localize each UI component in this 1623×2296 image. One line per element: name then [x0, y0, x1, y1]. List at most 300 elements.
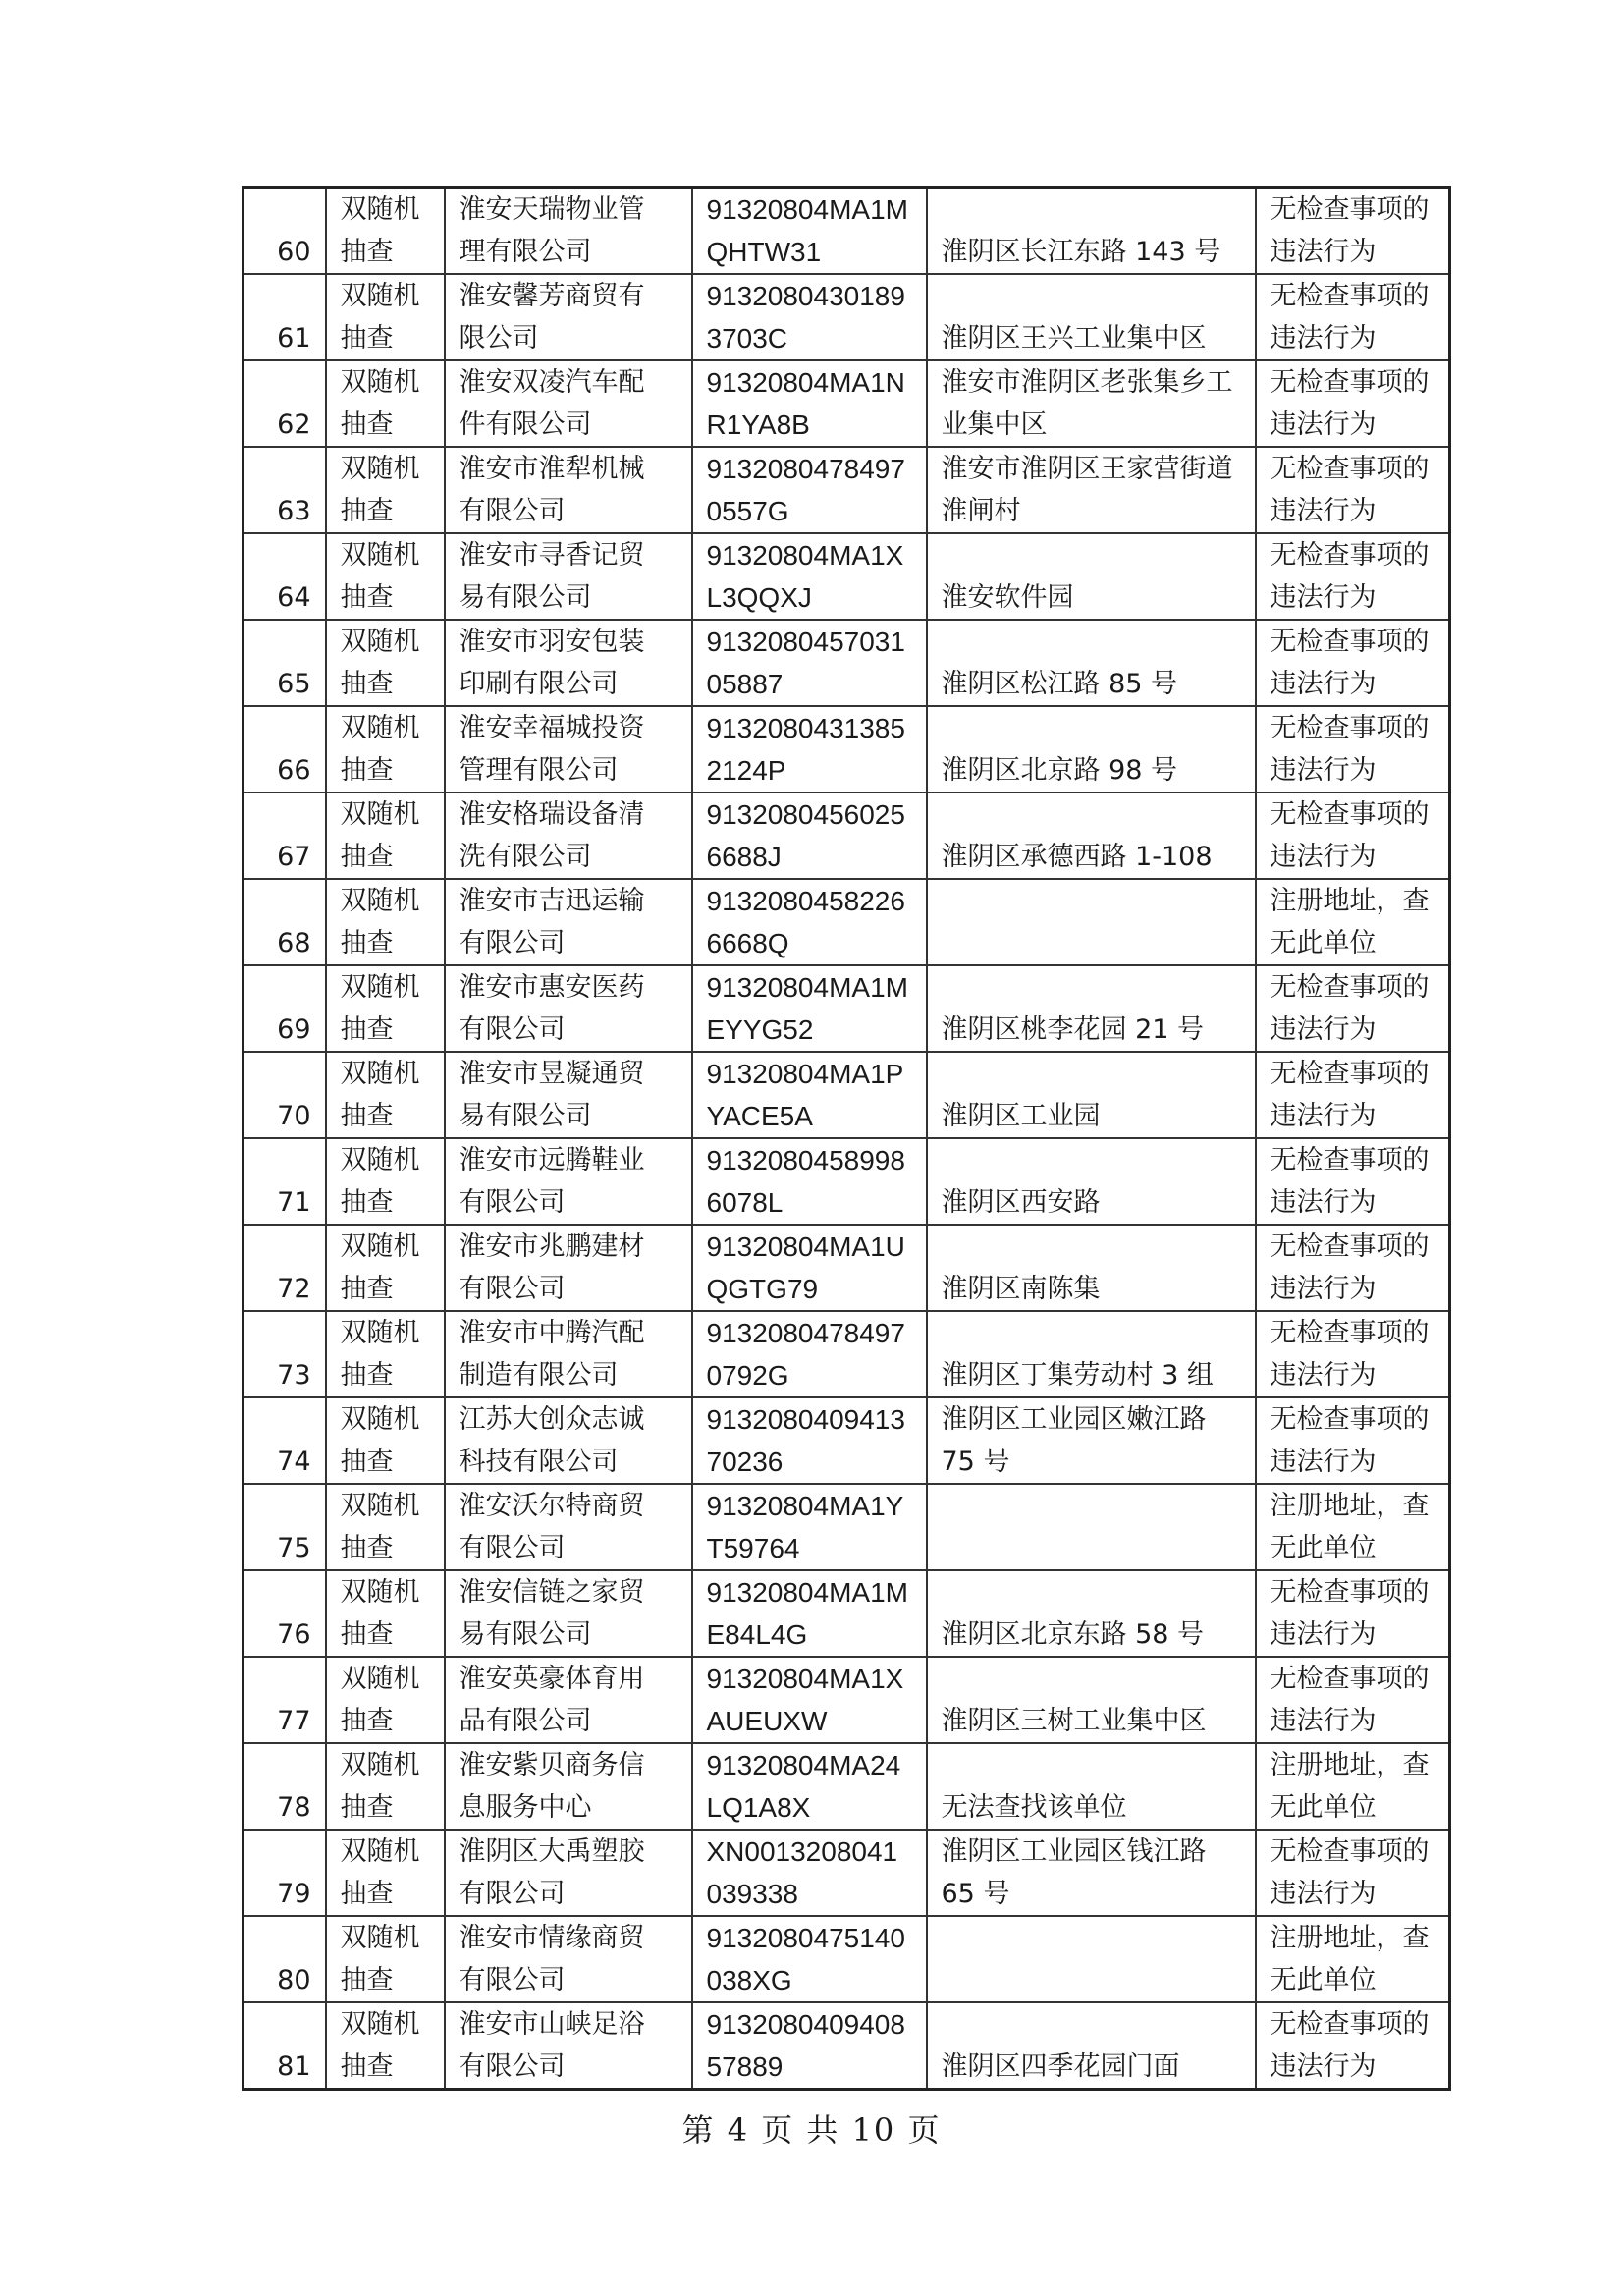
check-type-line: 抽查: [340, 1187, 394, 1218]
check-type-line: 双随机: [340, 1059, 420, 1089]
row-number-cell: 62: [243, 360, 326, 447]
company-name-line: 制造有限公司: [459, 1360, 619, 1391]
credit-code-cell: [692, 1397, 927, 1484]
credit-code-line: 9132080431385: [706, 713, 905, 743]
company-name-line: 淮安市寻香记贸: [459, 540, 645, 571]
company-name-cell: [445, 447, 692, 533]
company-name-cell: [445, 1225, 692, 1311]
address-cell: [927, 620, 1256, 706]
company-name-line: 品有限公司: [459, 1706, 592, 1736]
address-cell: [927, 447, 1256, 533]
address-line: 淮阴区桃李花园 21 号: [941, 1014, 1205, 1045]
result-line: 无检查事项的: [1270, 627, 1430, 657]
check-type-line: 双随机: [340, 713, 420, 743]
check-type-line: 抽查: [340, 496, 394, 526]
address-cell: [927, 1743, 1256, 1830]
credit-code-line: 9132080457031: [706, 627, 905, 657]
result-line: 注册地址，查: [1270, 1491, 1430, 1521]
table-row: [243, 1830, 1450, 1916]
address-line: [942, 1917, 1255, 1959]
row-number-cell: 68: [243, 879, 326, 965]
address-line: 淮阴区工业园区嫩江路: [941, 1404, 1207, 1435]
address-line: 淮阴区承德西路 1-108: [941, 842, 1213, 872]
company-name-cell: [445, 533, 692, 620]
check-type-cell: [326, 1916, 445, 2002]
credit-code-line: EYYG52: [706, 1014, 814, 1045]
credit-code-cell: [692, 188, 927, 275]
address-line: 淮闸村: [941, 496, 1021, 526]
address-cell: [927, 1916, 1256, 2002]
row-number-cell: 74: [243, 1397, 326, 1484]
address-line: 75 号: [941, 1447, 1010, 1477]
check-type-cell: [326, 1225, 445, 1311]
address-line: 淮阴区四季花园门面: [941, 2051, 1180, 2082]
credit-code-cell: [692, 360, 927, 447]
result-line: 违法行为: [1270, 496, 1377, 526]
table-row: [243, 188, 1450, 275]
company-name-line: 有限公司: [459, 1533, 566, 1563]
address-line: [942, 880, 1255, 922]
result-line: 违法行为: [1270, 323, 1377, 354]
credit-code-line: 70236: [706, 1447, 784, 1477]
company-name-line: 限公司: [459, 323, 539, 354]
credit-code-line: 91320804MA1M: [706, 972, 908, 1003]
row-number-cell: 81: [243, 2002, 326, 2090]
result-cell: [1256, 188, 1450, 275]
credit-code-line: 038XG: [706, 1965, 792, 1995]
credit-code-line: T59764: [706, 1533, 800, 1563]
result-line: 无检查事项的: [1270, 1577, 1430, 1608]
row-number-cell: 75: [243, 1484, 326, 1570]
company-name-line: 印刷有限公司: [459, 669, 619, 699]
company-name-line: 有限公司: [459, 1879, 566, 1909]
result-cell: [1256, 1484, 1450, 1570]
credit-code-line: 9132080478497: [706, 1318, 905, 1348]
address-cell: [927, 2002, 1256, 2090]
table-row: [243, 1311, 1450, 1397]
credit-code-line: 91320804MA1P: [706, 1059, 904, 1089]
check-type-line: 抽查: [340, 1360, 394, 1391]
check-type-cell: [326, 793, 445, 879]
company-name-line: 易有限公司: [459, 1619, 592, 1650]
credit-code-line: 57889: [706, 2051, 784, 2082]
row-number-cell: 79: [243, 1830, 326, 1916]
credit-code-line: QHTW31: [706, 237, 822, 267]
result-line: 无检查事项的: [1270, 281, 1430, 311]
result-cell: [1256, 1743, 1450, 1830]
company-name-line: 有限公司: [459, 1014, 566, 1045]
table-row: [243, 274, 1450, 360]
check-type-cell: [326, 1830, 445, 1916]
company-name-cell: [445, 620, 692, 706]
row-number-cell: 63: [243, 447, 326, 533]
address-line: 淮阴区北京路 98 号: [941, 755, 1178, 786]
result-line: 无检查事项的: [1270, 972, 1430, 1003]
check-type-line: 双随机: [340, 1404, 420, 1435]
check-type-cell: [326, 447, 445, 533]
check-type-line: 抽查: [340, 1619, 394, 1650]
address-line: [942, 621, 1255, 663]
company-name-cell: [445, 274, 692, 360]
table-body: [243, 188, 1450, 2090]
table-row: [243, 706, 1450, 793]
result-cell: [1256, 274, 1450, 360]
company-name-cell: [445, 1570, 692, 1657]
company-name-cell: [445, 879, 692, 965]
company-name-line: 淮安市中腾汽配: [459, 1318, 645, 1348]
credit-code-cell: [692, 274, 927, 360]
check-type-cell: [326, 2002, 445, 2090]
result-line: 无此单位: [1270, 1965, 1377, 1995]
table-row: [243, 879, 1450, 965]
credit-code-line: 91320804MA1U: [706, 1231, 905, 1262]
check-type-line: 抽查: [340, 1447, 394, 1477]
company-name-line: 淮安市远腾鞋业: [459, 1145, 645, 1175]
result-line: 违法行为: [1270, 1360, 1377, 1391]
result-line: 违法行为: [1270, 1274, 1377, 1304]
row-number-cell: 64: [243, 533, 326, 620]
address-cell: [927, 1225, 1256, 1311]
table-row: [243, 1743, 1450, 1830]
result-line: 违法行为: [1270, 755, 1377, 786]
address-line: 淮阴区松江路 85 号: [941, 669, 1178, 699]
result-line: 违法行为: [1270, 2051, 1377, 2082]
result-line: 无此单位: [1270, 1533, 1377, 1563]
address-line: 淮阴区丁集劳动村 3 组: [941, 1360, 1214, 1391]
result-line: 无检查事项的: [1270, 713, 1430, 743]
check-type-line: 双随机: [340, 886, 420, 916]
address-line: 淮阴区王兴工业集中区: [941, 323, 1207, 354]
check-type-cell: [326, 1743, 445, 1830]
check-type-line: 双随机: [340, 1231, 420, 1262]
result-cell: [1256, 965, 1450, 1052]
address-line: 淮阴区三树工业集中区: [941, 1706, 1207, 1736]
check-type-cell: [326, 1138, 445, 1225]
company-name-line: 件有限公司: [459, 410, 592, 440]
credit-code-cell: [692, 879, 927, 965]
result-line: 无检查事项的: [1270, 1145, 1430, 1175]
credit-code-line: 9132080475140: [706, 1923, 905, 1953]
address-line: [942, 966, 1255, 1009]
company-name-line: 淮阴区大禹塑胶: [459, 1836, 645, 1867]
check-type-line: 抽查: [340, 1965, 394, 1995]
result-line: 违法行为: [1270, 669, 1377, 699]
check-type-line: 双随机: [340, 1750, 420, 1780]
row-number-cell: 66: [243, 706, 326, 793]
row-number-cell: 69: [243, 965, 326, 1052]
result-cell: [1256, 620, 1450, 706]
check-type-cell: [326, 1657, 445, 1743]
company-name-cell: [445, 1138, 692, 1225]
table-row: [243, 1916, 1450, 2002]
credit-code-line: 9132080458998: [706, 1145, 905, 1175]
check-type-line: 双随机: [340, 1664, 420, 1694]
result-cell: [1256, 1311, 1450, 1397]
credit-code-cell: [692, 1052, 927, 1138]
result-line: 注册地址，查: [1270, 1750, 1430, 1780]
table-row: [243, 793, 1450, 879]
result-line: 违法行为: [1270, 1447, 1377, 1477]
result-line: 无检查事项的: [1270, 367, 1430, 398]
credit-code-line: 9132080478497: [706, 454, 905, 484]
result-cell: [1256, 1570, 1450, 1657]
check-type-line: 抽查: [340, 410, 394, 440]
check-type-line: 抽查: [340, 1101, 394, 1131]
credit-code-line: 0792G: [706, 1360, 789, 1391]
table-row: [243, 2002, 1450, 2090]
company-name-line: 淮安馨芳商贸有: [459, 281, 645, 311]
company-name-line: 淮安市羽安包装: [459, 627, 645, 657]
company-name-line: 有限公司: [459, 496, 566, 526]
check-type-line: 双随机: [340, 972, 420, 1003]
result-line: 违法行为: [1270, 410, 1377, 440]
check-type-cell: [326, 965, 445, 1052]
company-name-cell: [445, 1657, 692, 1743]
address-cell: [927, 1397, 1256, 1484]
address-line: [942, 1053, 1255, 1095]
result-line: 注册地址，查: [1270, 1923, 1430, 1953]
result-line: 无检查事项的: [1270, 1404, 1430, 1435]
check-type-line: 抽查: [340, 1533, 394, 1563]
credit-code-line: YACE5A: [706, 1101, 813, 1131]
company-name-cell: [445, 1484, 692, 1570]
address-line: [942, 1571, 1255, 1613]
check-type-line: 抽查: [340, 323, 394, 354]
credit-code-line: 91320804MA1X: [706, 540, 904, 571]
company-name-line: 易有限公司: [459, 582, 592, 613]
credit-code-cell: [692, 1570, 927, 1657]
company-name-line: 淮安紫贝商务信: [459, 1750, 645, 1780]
address-line: [942, 1226, 1255, 1268]
credit-code-line: 91320804MA1Y: [706, 1491, 904, 1521]
address-line: [942, 1744, 1255, 1786]
company-name-cell: [445, 965, 692, 1052]
result-cell: [1256, 533, 1450, 620]
company-name-line: 淮安信链之家贸: [459, 1577, 645, 1608]
address-line: [942, 1485, 1255, 1527]
table-row: [243, 1484, 1450, 1570]
check-type-line: 抽查: [340, 1792, 394, 1823]
company-name-line: 淮安沃尔特商贸: [459, 1491, 645, 1521]
check-type-line: 双随机: [340, 799, 420, 830]
address-line: 淮阴区工业园: [941, 1101, 1101, 1131]
company-name-line: 科技有限公司: [459, 1447, 619, 1477]
company-name-cell: [445, 706, 692, 793]
credit-code-cell: [692, 793, 927, 879]
credit-code-line: 9132080409413: [706, 1404, 905, 1435]
row-number-cell: 60: [243, 188, 326, 275]
result-line: 无检查事项的: [1270, 1836, 1430, 1867]
table-row: [243, 1225, 1450, 1311]
company-name-line: 有限公司: [459, 928, 566, 958]
table-row: [243, 1138, 1450, 1225]
company-name-line: 洗有限公司: [459, 842, 592, 872]
check-type-cell: [326, 879, 445, 965]
result-line: 无检查事项的: [1270, 1318, 1430, 1348]
address-cell: [927, 274, 1256, 360]
credit-code-line: E84L4G: [706, 1619, 808, 1650]
credit-code-line: 91320804MA24: [706, 1750, 901, 1780]
credit-code-cell: [692, 1743, 927, 1830]
address-line: 淮阴区工业园区钱江路: [941, 1836, 1207, 1867]
table-row: [243, 965, 1450, 1052]
credit-code-line: 91320804MA1X: [706, 1664, 904, 1694]
credit-code-line: 9132080458226: [706, 886, 905, 916]
check-type-line: 抽查: [340, 1706, 394, 1736]
company-name-cell: [445, 360, 692, 447]
address-cell: [927, 1138, 1256, 1225]
company-name-line: 淮安市昱凝通贸: [459, 1059, 645, 1089]
result-cell: [1256, 793, 1450, 879]
check-type-line: 双随机: [340, 281, 420, 311]
table-row: [243, 533, 1450, 620]
address-line: 65 号: [941, 1879, 1010, 1909]
address-line: 淮阴区西安路: [941, 1187, 1101, 1218]
result-line: 无此单位: [1270, 1792, 1377, 1823]
company-name-cell: [445, 1916, 692, 2002]
address-line: 淮安市淮阴区老张集乡工: [941, 367, 1233, 398]
row-number-cell: 65: [243, 620, 326, 706]
company-name-line: 淮安英豪体育用: [459, 1664, 645, 1694]
address-line: [942, 707, 1255, 749]
check-type-line: 抽查: [340, 1879, 394, 1909]
check-type-cell: [326, 620, 445, 706]
address-line: 淮安市淮阴区王家营街道: [941, 454, 1233, 484]
check-type-line: 双随机: [340, 1491, 420, 1521]
credit-code-line: R1YA8B: [706, 410, 810, 440]
credit-code-cell: [692, 533, 927, 620]
address-cell: [927, 879, 1256, 965]
company-name-cell: [445, 1830, 692, 1916]
credit-code-line: 6078L: [706, 1187, 784, 1218]
result-cell: [1256, 1397, 1450, 1484]
company-name-line: 有限公司: [459, 2051, 566, 2082]
company-name-line: 息服务中心: [459, 1792, 592, 1823]
row-number-cell: 73: [243, 1311, 326, 1397]
credit-code-cell: [692, 1916, 927, 2002]
credit-code-line: LQ1A8X: [706, 1792, 811, 1823]
check-type-cell: [326, 360, 445, 447]
company-name-cell: [445, 793, 692, 879]
credit-code-line: 9132080456025: [706, 799, 905, 830]
row-number-cell: 80: [243, 1916, 326, 2002]
result-line: 无检查事项的: [1270, 194, 1430, 225]
credit-code-line: 91320804MA1M: [706, 194, 908, 225]
credit-code-line: 9132080409408: [706, 2009, 905, 2040]
address-line: [942, 1658, 1255, 1700]
check-type-line: 抽查: [340, 928, 394, 958]
check-type-line: 抽查: [340, 1014, 394, 1045]
result-cell: [1256, 1657, 1450, 1743]
check-type-cell: [326, 533, 445, 620]
credit-code-line: 05887: [706, 669, 784, 699]
result-cell: [1256, 879, 1450, 965]
address-cell: [927, 360, 1256, 447]
credit-code-cell: [692, 447, 927, 533]
result-cell: [1256, 1830, 1450, 1916]
check-type-line: 双随机: [340, 1577, 420, 1608]
credit-code-cell: [692, 1484, 927, 1570]
result-cell: [1256, 706, 1450, 793]
company-name-line: 淮安市淮犁机械: [459, 454, 645, 484]
table-row: [243, 620, 1450, 706]
check-type-line: 双随机: [340, 627, 420, 657]
result-cell: [1256, 2002, 1450, 2090]
company-name-cell: [445, 1743, 692, 1830]
credit-code-line: 9132080430189: [706, 281, 905, 311]
credit-code-line: 91320804MA1M: [706, 1577, 908, 1608]
result-line: 违法行为: [1270, 842, 1377, 872]
credit-code-line: 3703C: [706, 323, 788, 354]
result-line: 注册地址，查: [1270, 886, 1430, 916]
check-type-line: 双随机: [340, 1923, 420, 1953]
company-name-line: 淮安双凌汽车配: [459, 367, 645, 398]
check-type-line: 抽查: [340, 755, 394, 786]
company-name-line: 江苏大创众志诚: [459, 1404, 645, 1435]
check-type-line: 抽查: [340, 2051, 394, 2082]
check-type-line: 抽查: [340, 669, 394, 699]
credit-code-cell: [692, 620, 927, 706]
check-type-line: 抽查: [340, 842, 394, 872]
company-name-line: 管理有限公司: [459, 755, 619, 786]
address-line: [942, 1959, 1255, 2001]
result-line: 违法行为: [1270, 582, 1377, 613]
address-line: 淮阴区南陈集: [941, 1274, 1101, 1304]
result-line: 违法行为: [1270, 1879, 1377, 1909]
company-name-line: 淮安市情缘商贸: [459, 1923, 645, 1953]
check-type-line: 双随机: [340, 1145, 420, 1175]
check-type-cell: [326, 188, 445, 275]
table-row: [243, 1397, 1450, 1484]
check-type-line: 双随机: [340, 194, 420, 225]
result-line: 违法行为: [1270, 1187, 1377, 1218]
check-type-line: 双随机: [340, 540, 420, 571]
company-name-line: 淮安市山峡足浴: [459, 2009, 645, 2040]
address-line: [942, 1139, 1255, 1181]
address-line: [942, 189, 1255, 231]
check-type-line: 双随机: [340, 454, 420, 484]
company-name-line: 淮安格瑞设备清: [459, 799, 645, 830]
address-line: 无法查找该单位: [941, 1792, 1127, 1823]
address-line: [942, 1312, 1255, 1354]
result-cell: [1256, 1052, 1450, 1138]
credit-code-cell: [692, 965, 927, 1052]
result-line: 无检查事项的: [1270, 799, 1430, 830]
address-cell: [927, 1052, 1256, 1138]
credit-code-line: 0557G: [706, 496, 789, 526]
company-name-line: 易有限公司: [459, 1101, 592, 1131]
result-line: 无检查事项的: [1270, 540, 1430, 571]
check-type-cell: [326, 1397, 445, 1484]
table-row: [243, 447, 1450, 533]
table-row: [243, 1570, 1450, 1657]
result-cell: [1256, 1916, 1450, 2002]
result-cell: [1256, 1225, 1450, 1311]
row-number-cell: 61: [243, 274, 326, 360]
credit-code-cell: [692, 1830, 927, 1916]
address-line: [942, 534, 1255, 576]
address-line: [942, 793, 1255, 836]
row-number-cell: 76: [243, 1570, 326, 1657]
check-type-cell: [326, 1311, 445, 1397]
row-number-cell: 71: [243, 1138, 326, 1225]
check-type-line: 双随机: [340, 1836, 420, 1867]
check-type-line: 抽查: [340, 237, 394, 267]
credit-code-cell: [692, 1138, 927, 1225]
address-cell: [927, 188, 1256, 275]
result-cell: [1256, 1138, 1450, 1225]
table-row: [243, 360, 1450, 447]
